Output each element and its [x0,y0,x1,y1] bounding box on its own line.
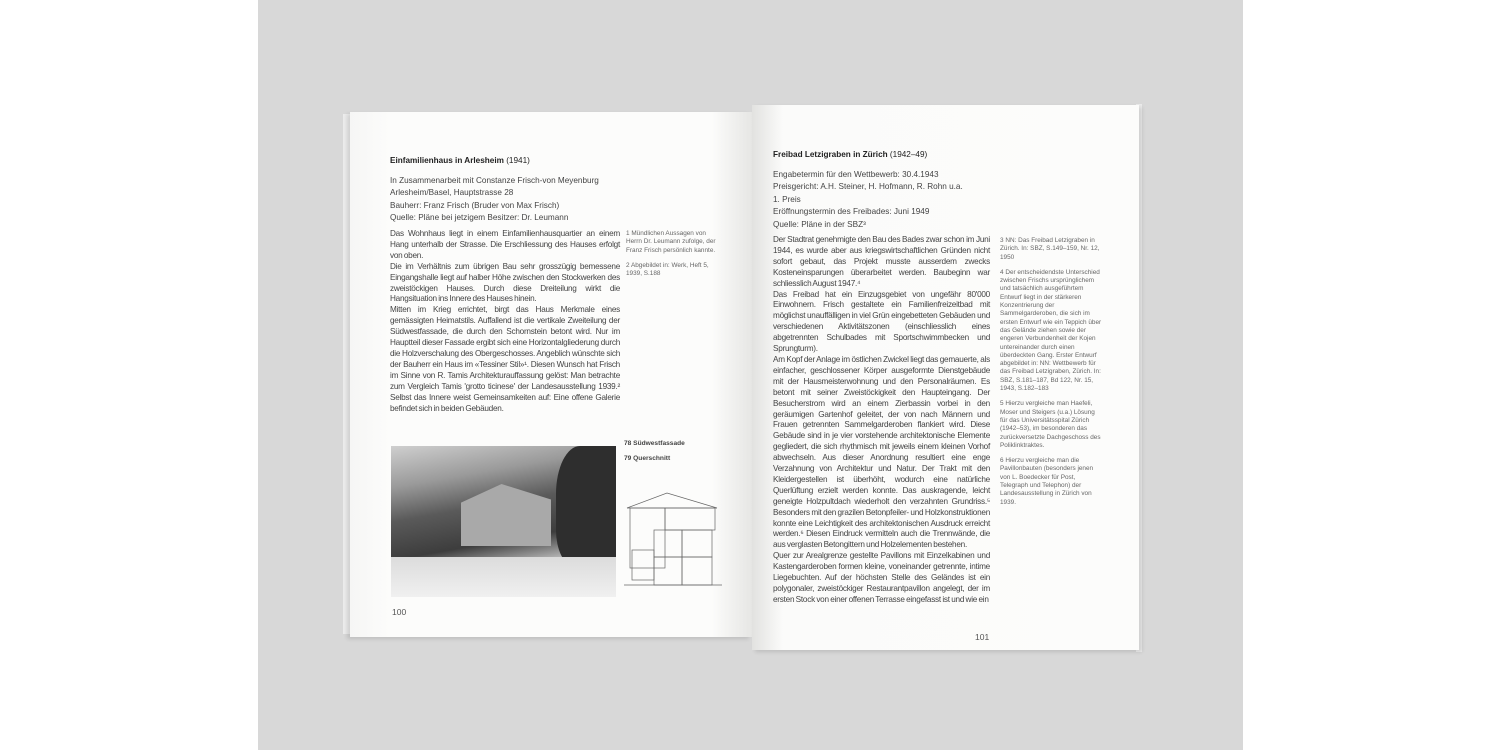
left-page-title: Einfamilienhaus in Arlesheim (1941) [390,156,530,165]
paragraph: Das Wohnhaus liegt in einem Einfamilienhausquartier an einem Hang unterhalb der Strasse. Die Erschliessung des Hauses erfolgt von oben. [390,229,620,260]
right-page-meta [773,169,1003,231]
paragraph: Der Stadtrat genehmigte den Bau des Bades zwar schon im Juni 1944, es wurde aber aus kriegswirtschaftlichen Gründen nicht sofort gebaut, das Projekt musste ausserdem zwecks Kosteneinsparungen überarbeitet werden. Baubeginn war schliesslich August 1947.⁴ [773,235,990,288]
meta-line: Quelle: Pläne bei jetzigem Besitzer: Dr. Leumann [390,213,569,223]
left-page-body [390,229,620,414]
meta-line: Bauherr: Franz Frisch (Bruder von Max Frisch) [390,200,560,210]
paragraph: Am Kopf der Anlage im östlichen Zwickel liegt das gemauerte, als einfacher, geschlossener Körper ausgeformte Dienstgebäude mit der Hausmeisterwohnung und den Personalräumen. Es betont mit seiner Zweistöckigkeit den Haupteingang. Der Besucherstrom wird an einem Zierbassin vorbei in den geräumigen Gartenhof geleitet, der von nach Männern und Frauen getrennten Sammelgarderoben flankiert wird. Diese Gebäude sind in je vier vorstehende architektonische Elemente gegliedert, die sich rhythmisch mit jeweils einem kleinen Vorhof abwechseln. Aus dieser Anordnung resultiert eine enge Verzahnung von Architektur und Natur. Der Trakt mit den Kleidergestellen ist überhöht, wodurch eine natürliche Querlüftung erzielt werden konnte. Das auskragende, leicht geneigte Holzpultdach wiederholt den verzahnten Grundriss.⁵ Besonders mit den grazilen Betonpfeiler- und Holzkonstruktionen konnte eine Leichtigkeit des architektonischen Ausdruck erreicht werden.⁶ Diesen Eindruck vermitteln auch die Trennwände, die aus verglasten Betongittern und Holzelementen bestehen. [773,354,990,550]
meta-line: In Zusammenarbeit mit Constanze Frisch-von Meyenburg [390,176,599,185]
caption-southwest-facade: 78 Südwestfassade [624,440,685,447]
page-number: 101 [975,632,990,642]
footnote: 4 Der entscheidendste Unterschied zwischen Frischs ursprünglichem und tatsächlich ausgeführtem Entwurf liegt in der stärkeren Konzentrierung der Sammelgarderoben, die sich im ersten Entwurf wie ein Teppich über das Gelände ziehen sowie der engeren Verbundenheit der Kojen untereinander durch einen überdeckten Gang. Erster Entwurf abgebildet in: NN: Wettbewerb für das Freibad Letzigraben, Zürich. In: SBZ, S.181–187, Bd 122, Nr. 15, 1943, S.182–183 [1000,268,1102,393]
paragraph: Das Freibad hat ein Einzugsgebiet von ungefähr 80'000 Einwohnern. Frisch gestaltete ein Familienfreizeitbad mit möglichst unauffälligen in viel Grün eingebetteten Gebäuden und verschiedenen Aktivitätszonen (einschliesslich eines abgetrennten Schulbades mit Sportschwimmbecken und Sprungturm). [773,289,990,354]
footnote: 2 Abgebildet in: Werk, Heft 5, 1939, S.188 [626,261,709,278]
meta-line: Preisgericht: A.H. Steiner, H. Hofmann, R. Rohn u.a. [773,182,963,192]
meta-line: Arlesheim/Basel, Hauptstrasse 28 [390,188,514,198]
house-photo [391,446,616,597]
paragraph: Quer zur Arealgrenze gestellte Pavillons mit Einzelkabinen und Kastengarderoben formen kleine, voneinander getrennte, intime Liegebuchten. Auf der höchsten Stelle des Geländes ist ein polygonaler, zweistöckiger Restaurantpavillon angelegt, der im ersten Stock von einer offenen Terrasse eingefasst ist und wie ein [773,551,990,604]
left-page-footnotes [626,230,718,285]
footnote: 6 Hierzu vergleiche man die Pavillonbauten (besonders jenen von L. Boedecker für Post, Telegraph und Telephon) der Landesausstellung in Zürich von 1939. [1000,457,1094,506]
meta-line: Engabetermin für den Wettbewerb: 30.4.1943 [773,170,939,179]
meta-line: 1. Preis [773,194,801,204]
meta-line: Quelle: Pläne in der SBZ³ [773,219,866,229]
right-page-footnotes [1000,237,1102,514]
page-number: 100 [392,607,407,617]
paragraph: Die im Verhältnis zum übrigen Bau sehr grosszügig bemessene Eingangshalle liegt auf halber Höhe zwischen den Stockwerken des zweistöckigen Hauses. Durch diese Dreiteilung wirkt die Hangsituation ins Innere des Hauses hinein. [390,261,620,304]
left-page-meta [390,175,630,225]
meta-line: Eröffnungstermin des Freibades: Juni 1949 [773,207,930,217]
caption-cross-section: 79 Querschnitt [624,455,671,462]
footnote: 1 Mündlichen Aussagen von Herrn Dr. Leumann zufolge, der Franz Frisch persönlich kannte. [626,230,716,254]
paragraph: Mitten im Krieg errichtet, birgt das Haus Merkmale eines gemässigten Heimatstils. Auffallend ist die vertikale Zweiteilung der Südwestfassade, die durch den Schornstein betont wird. Nur im Hauptteil dieser Fassade ergibt sich eine Horizontalgliederung durch die Holzverschalung des Obergeschosses. Angeblich wünschte sich der Bauherr ein Haus im «Tessiner Stil»¹. Diesen Wunsch hat Frisch im Sinne von R. Tamis Architekturauffassung gelöst: Man betrachte zum Vergleich Tamis 'grotto ticinese' der Landesausstellung 1939.² Selbst das Innere weist Gemeinsamkeiten auf: Eine offene Galerie befindet sich in beiden Gebäuden. [390,305,620,413]
footnote: 5 Hierzu vergleiche man Haefeli, Moser und Steigers (u.a.) Lösung für das Universitätsspital Zürich (1942–53), im besonderen das zurückversetzte Dachgeschoss des Poliklinktraktes. [1000,400,1101,449]
footnote: 3 NN: Das Freibad Letzigraben in Zürich. In: SBZ, S.149–159, Nr. 12, 1950 [1000,237,1100,261]
right-page-title: Freibad Letzigraben in Zürich (1942–49) [773,150,928,159]
cross-section-drawing [622,490,727,595]
right-page-body [773,235,990,606]
